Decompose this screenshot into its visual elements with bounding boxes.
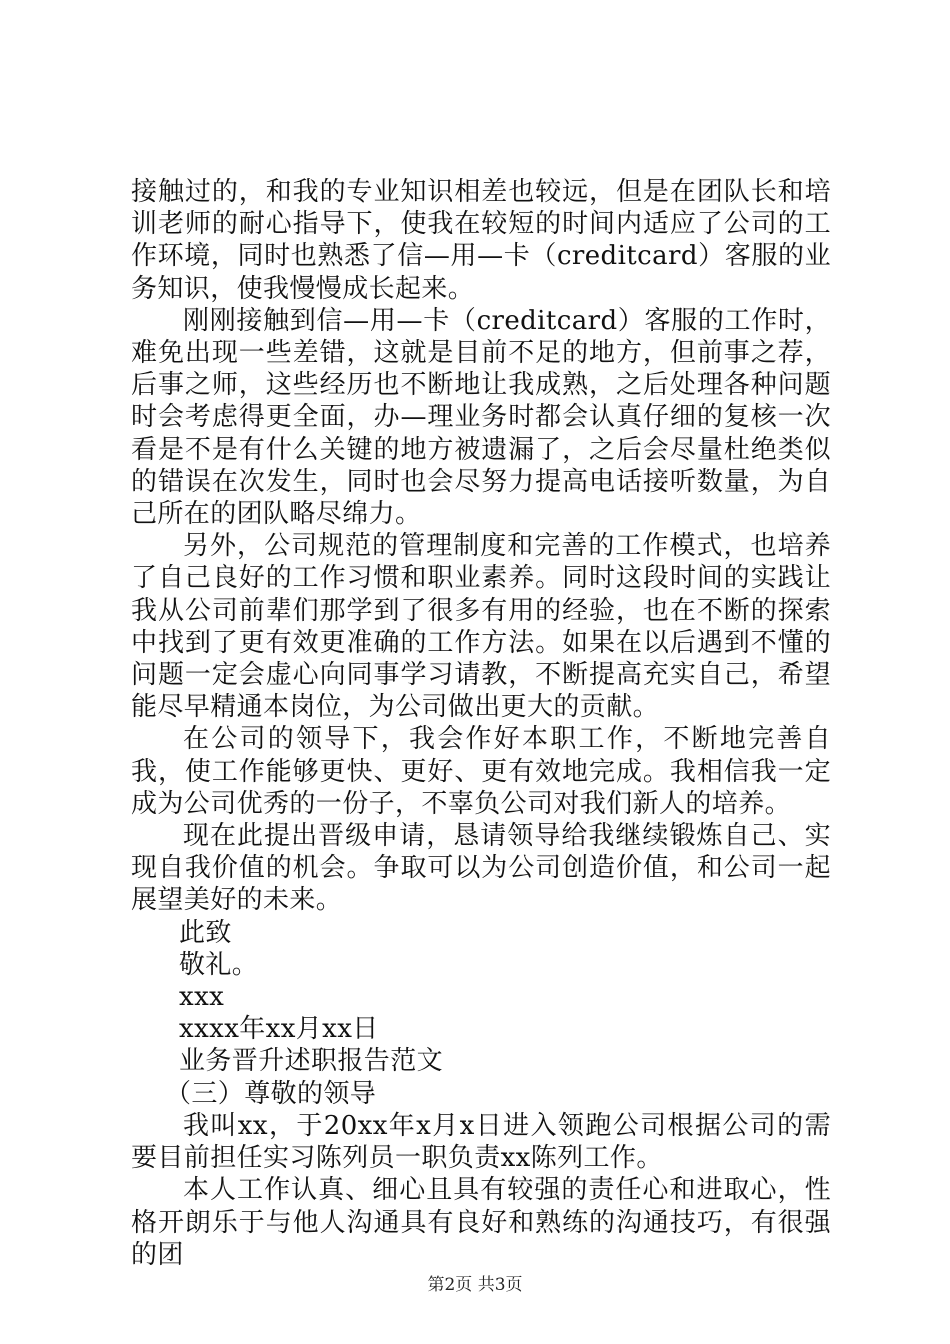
closing-salutation: 此致 bbox=[179, 917, 232, 948]
paragraph-3: 另外，公司规范的管理制度和完善的工作模式，也培养了自己良好的工作习惯和职业素养。同时这段时间的实践让我从公司前辈们那学到了很多有用的经验，也在不断的探索中找到了更有效更准确的工作方法。如果在以后遇到不懂的问题一定会虚心向同事学习请教，不断提高充实自己，希望能尽早精通本岗位，为公司做出更大的贡献。 bbox=[131, 531, 831, 723]
page-footer: 第2页 共3页 bbox=[427, 1275, 523, 1295]
section-subtitle: （三）尊敬的领导 bbox=[165, 1078, 377, 1109]
signature: xxx bbox=[179, 982, 225, 1013]
paragraph-4: 在公司的领导下，我会作好本职工作，不断地完善自我，使工作能够更快、更好、更有效地完成。我相信我一定成为公司优秀的一份子，不辜负公司对我们新人的培养。 bbox=[131, 724, 831, 819]
paragraph-7: 本人工作认真、细心且具有较强的责任心和进取心，性格开朗乐于与他人沟通具有良好和熟练的沟通技巧，有很强的团 bbox=[131, 1175, 831, 1270]
paragraph-6: 我叫xx，于20xx年x月x日进入领跑公司根据公司的需要目前担任实习陈列员一职负责xx陈列工作。 bbox=[131, 1110, 831, 1174]
date-line: xxxx年xx月xx日 bbox=[179, 1014, 379, 1045]
paragraph-1: 接触过的，和我的专业知识相差也较远，但是在团队长和培训老师的耐心指导下，使我在较短的时间内适应了公司的工作环境，同时也熟悉了信—用—卡（creditcard）客服的业务知识，使我慢慢成长起来。 bbox=[131, 177, 831, 304]
closing-regards: 敬礼。 bbox=[179, 949, 259, 980]
paragraph-2: 刚刚接触到信—用—卡（creditcard）客服的工作时，难免出现一些差错，这就是目前不足的地方，但前事之荐，后事之师，这些经历也不断地让我成熟，之后处理各种问题时会考虑得更全面，办—理业务时都会认真仔细的复核一次看是不是有什么关键的地方被遗漏了，之后会尽量杜绝类似的错误在次发生，同时也会尽努力提高电话接听数量，为自己所在的团队略尽绵力。 bbox=[131, 305, 831, 530]
document-body bbox=[131, 176, 831, 1271]
paragraph-5: 现在此提出晋级申请，恳请领导给我继续锻炼自己、实现自我价值的机会。争取可以为公司创造价值，和公司一起展望美好的未来。 bbox=[131, 821, 831, 916]
section-heading: 业务晋升述职报告范文 bbox=[179, 1046, 444, 1077]
